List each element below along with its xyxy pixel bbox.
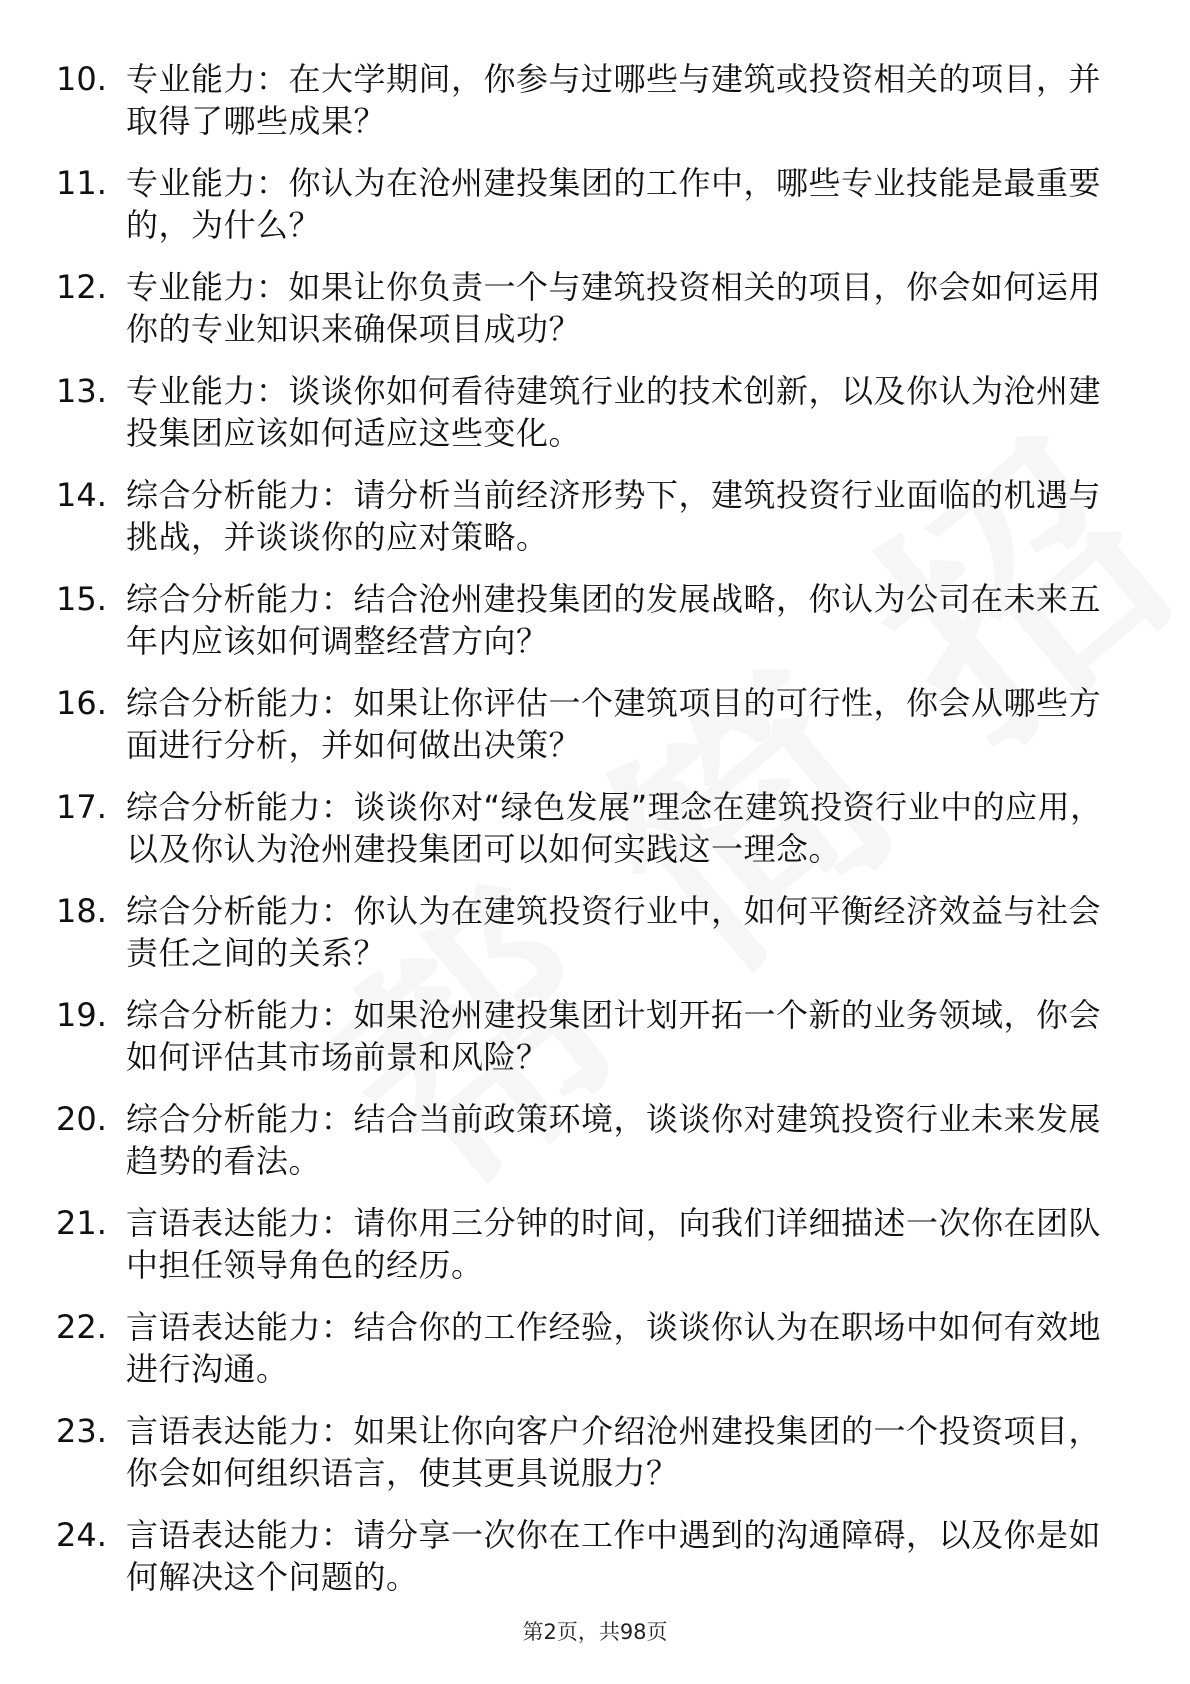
question-number: 15. [56,580,107,618]
question-text: 综合分析能力：结合当前政策环境，谈谈你对建筑投资行业未来发展趋势的看法。 [126,1100,1102,1180]
question-text: 综合分析能力：请分析当前经济形势下，建筑投资行业面临的机遇与挑战，并谈谈你的应对策略。 [126,476,1102,556]
question-item [0,578,1190,682]
question-number: 14. [56,476,107,514]
question-text: 专业能力：如果让你负责一个与建筑投资相关的项目，你会如何运用你的专业知识来确保项目成功？ [126,268,1102,348]
question-item [0,370,1190,474]
question-text: 言语表达能力：请分享一次你在工作中遇到的沟通障碍，以及你是如何解决这个问题的。 [126,1516,1102,1596]
question-item [0,1098,1190,1202]
question-number: 11. [56,164,107,202]
question-item [0,474,1190,578]
question-item [0,1202,1190,1306]
question-text: 言语表达能力：结合你的工作经验，谈谈你认为在职场中如何有效地进行沟通。 [126,1308,1102,1388]
question-text: 综合分析能力：如果让你评估一个建筑项目的可行性，你会从哪些方面进行分析，并如何做出决策？ [126,684,1102,764]
question-text: 综合分析能力：结合沧州建投集团的发展战略，你认为公司在未来五年内应该如何调整经营方向？ [126,580,1102,660]
question-number: 19. [56,996,107,1034]
question-text: 专业能力：在大学期间，你参与过哪些与建筑或投资相关的项目，并取得了哪些成果？ [126,60,1102,140]
question-text: 言语表达能力：请你用三分钟的时间，向我们详细描述一次你在团队中担任领导角色的经历。 [126,1204,1102,1284]
question-item [0,58,1190,162]
question-number: 10. [56,60,107,98]
question-number: 12. [56,268,107,306]
question-text: 综合分析能力：如果沧州建投集团计划开拓一个新的业务领域，你会如何评估其市场前景和风险？ [126,996,1102,1076]
question-number: 18. [56,892,107,930]
question-item [0,1306,1190,1410]
page-number: 第2页，共98页 [522,1620,668,1644]
question-item [0,786,1190,890]
question-item [0,682,1190,786]
question-text: 专业能力：你认为在沧州建投集团的工作中，哪些专业技能是最重要的，为什么？ [126,164,1102,244]
question-number: 17. [56,788,107,826]
question-text: 综合分析能力：你认为在建筑投资行业中，如何平衡经济效益与社会责任之间的关系？ [126,892,1102,972]
question-text: 综合分析能力：谈谈你对“绿色发展”理念在建筑投资行业中的应用，以及你认为沧州建投集团可以如何实践这一理念。 [126,788,1103,868]
question-item [0,266,1190,370]
question-list [0,58,1190,1618]
question-number: 16. [56,684,107,722]
question-number: 21. [56,1204,107,1242]
question-item [0,994,1190,1098]
question-number: 23. [56,1412,107,1450]
question-text: 专业能力：谈谈你如何看待建筑行业的技术创新，以及你认为沧州建投集团应该如何适应这些变化。 [126,372,1102,452]
question-number: 24. [56,1516,107,1554]
question-text: 言语表达能力：如果让你向客户介绍沧州建投集团的一个投资项目，你会如何组织语言，使其更具说服力？ [126,1412,1102,1492]
question-number: 22. [56,1308,107,1346]
question-item [0,162,1190,266]
question-number: 13. [56,372,107,410]
question-item [0,1514,1190,1618]
question-number: 20. [56,1100,107,1138]
question-item [0,890,1190,994]
question-item [0,1410,1190,1514]
